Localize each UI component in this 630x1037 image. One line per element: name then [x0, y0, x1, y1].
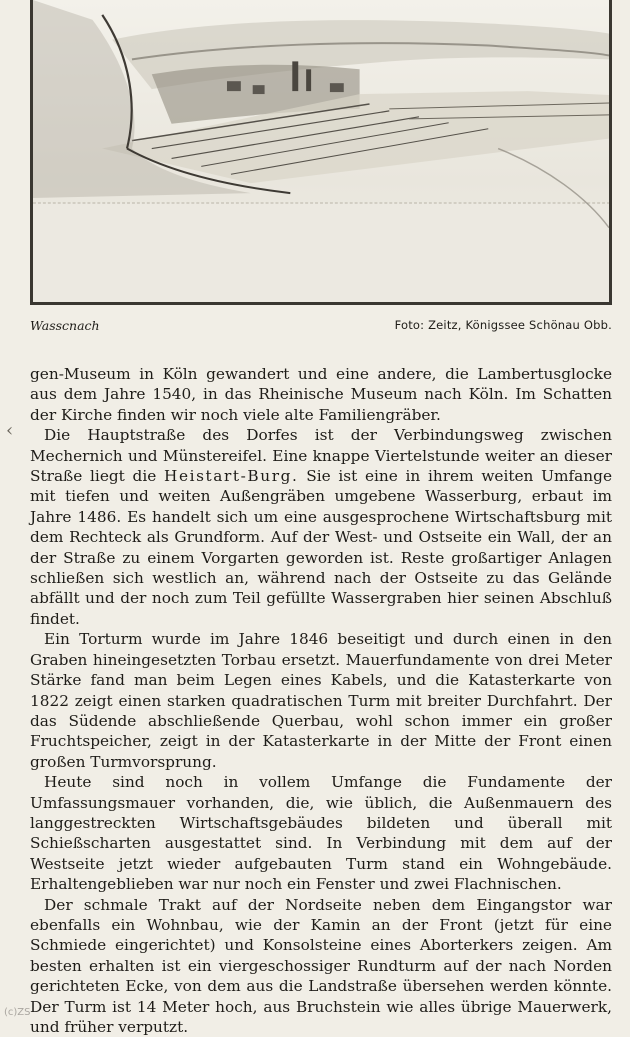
caption-place: Wasscnach — [30, 318, 100, 333]
copyright-mark: (c)ZS — [4, 1007, 31, 1018]
paragraph-1: gen-Museum in Köln gewandert und eine andere, die Lambertusglocke aus dem Jahre 1540, in das Rheinische Museum nach Köln. Im Schatten der Kirche finden wir noch viele alte Familiengräber. — [30, 365, 612, 424]
caption-credit: Foto: Zeitz, Königssee Schönau Obb. — [394, 318, 612, 332]
landscape-photo — [30, 0, 612, 305]
article-body — [30, 364, 612, 1037]
paragraph-5: Der schmale Trakt auf der Nordseite neben dem Eingangstor war ebenfalls ein Wohnbau, wie der Kamin an der Front (jetzt für eine Schmiede eingerichtet) und Konsolsteine eines Aborterkers zeigen. Am besten erhalten ist ein viergeschossiger Rundturm auf der nach Norden gerichteten Ecke, von dem aus die Landstraße übersehen werden könnte. Der Turm ist 14 Meter hoch, aus Bruchstein wie alles übrige Mauerwerk, und früher verputzt. — [30, 895, 612, 1036]
margin-mark: ‹ — [6, 420, 14, 441]
paragraph-3: Ein Torturm wurde im Jahre 1846 beseitigt und durch einen in den Graben hineingesetzten Torbau ersetzt. Mauerfundamente von drei Meter Stärke fand man beim Legen eines Kabels, und die Katasterkarte von 1822 zeigt einen starken quadratischen Turm mit breiter Durchfahrt. Der das Südende abschließende Querbau, wohl schon immer ein großer Fruchtspeicher, zeigt in der Katasterkarte in der Mitte der Front einen großen Turmvorsprung. — [30, 630, 612, 771]
paragraph-4: Heute sind noch in vollem Umfange die Fundamente der Umfassungsmauer vorhanden, die, wie üblich, die Außenmauern des langgestreckten Wirtschaftsgebäudes bildeten und überall mit Schießscharten ausgestattet sind. In Verbindung mit dem auf der Westseite jetzt wieder aufgebauten Turm stand ein Wohngebäude. Erhaltengeblieben war nur noch ein Fenster und zwei Flachnischen. — [30, 773, 612, 894]
paragraph-2 — [30, 425, 612, 629]
paragraph-2-start: Die Hauptstraße des Dorfes ist der Verbindungsweg zwischen Mechernich und Münstereifel. Eine knappe Viertelstunde weiter an dieser Straße liegt die — [30, 426, 612, 486]
village-landscape-drawing — [33, 0, 609, 302]
burg-name: Heistart-Burg. — [164, 467, 299, 486]
paragraph-2-rest: Sie ist eine in ihrem weiten Umfange mit tiefen und weiten Außengräben umgebene Wasserburg, erbaut im Jahre 1486. Es handelt sich um eine ausgesprochene Wirtschaftsburg mit dem Rechteck als Grundform. Auf der West- und Ostseite ein Wall, der an der Straße zu einem Vorgarten geworden ist. Reste großartiger Anlagen schließen sich westlich an, während nach der Ostseite zu das Gelände abfällt und der noch zum Teil gefüllte Wassergraben hier seinen Abschluß findet. — [30, 467, 612, 628]
photo-caption — [30, 316, 612, 336]
